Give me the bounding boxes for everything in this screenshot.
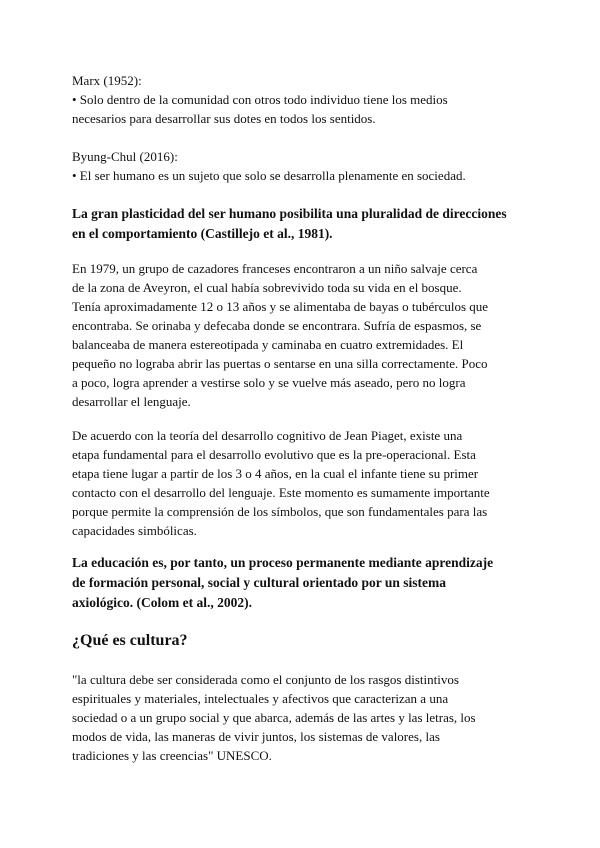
aveyron-line: a poco, logra aprender a vestirse solo y se vuelve más aseado, pero no logra xyxy=(72,375,466,390)
marx-quote xyxy=(72,71,532,128)
unesco-line: espirituales y materiales, intelectuales y afectivos que caracterizan a una xyxy=(72,691,449,706)
piaget-line: capacidades simbólicas. xyxy=(72,523,197,538)
piaget-line: porque permite la comprensión de los símbolos, que son fundamentales para las xyxy=(72,504,488,519)
education-statement xyxy=(72,553,532,613)
plasticity-statement xyxy=(72,204,532,244)
education-line: de formación personal, social y cultural orientado por un sistema xyxy=(72,575,446,590)
piaget-line: etapa tiene lugar a partir de los 3 o 4 años, en la cual el infante tiene su primer xyxy=(72,466,479,481)
aveyron-line: balanceaba de manera estereotipada y caminaba en cuatro extremidades. El xyxy=(72,337,464,352)
byung-quote xyxy=(72,147,532,185)
piaget-line: etapa fundamental para el desarrollo evolutivo que es la pre-operacional. Esta xyxy=(72,447,476,462)
unesco-line: sociedad o a un grupo social y que abarca, además de las artes y las letras, los xyxy=(72,710,476,725)
aveyron-paragraph xyxy=(72,259,532,411)
marx-bullet-line: necesarios para desarrollar sus dotes en todos los sentidos. xyxy=(72,111,376,126)
aveyron-line: desarrollar el lenguaje. xyxy=(72,394,191,409)
unesco-line: modos de vida, las maneras de vivir juntos, los sistemas de valores, las xyxy=(72,729,440,744)
unesco-line: tradiciones y las creencias" UNESCO. xyxy=(72,748,272,763)
education-line: axiológico. (Colom et al., 2002). xyxy=(72,595,252,610)
piaget-paragraph xyxy=(72,426,532,540)
plasticity-line: La gran plasticidad del ser humano posibilita una pluralidad de direcciones xyxy=(72,206,507,221)
marx-bullet-line: • Solo dentro de la comunidad con otros todo individuo tiene los medios xyxy=(72,92,448,107)
aveyron-line: Tenía aproximadamente 12 o 13 años y se alimentaba de bayas o tubérculos que xyxy=(72,299,489,314)
aveyron-line: de la zona de Aveyron, el cual había sobrevivido toda su vida en el bosque. xyxy=(72,280,462,295)
piaget-line: contacto con el desarrollo del lenguaje. Este momento es sumamente importante xyxy=(72,485,490,500)
aveyron-line: encontraba. Se orinaba y defecaba donde se encontrara. Sufría de espasmos, se xyxy=(72,318,482,333)
plasticity-line: en el comportamiento (Castillejo et al., 1981). xyxy=(72,226,333,241)
aveyron-line: pequeño no lograba abrir las puertas o sentarse en una silla correctamente. Poco xyxy=(72,356,488,371)
aveyron-line: En 1979, un grupo de cazadores franceses encontraron a un niño salvaje cerca xyxy=(72,261,478,276)
marx-author: Marx (1952): xyxy=(72,73,142,88)
unesco-line: "la cultura debe ser considerada como el conjunto de los rasgos distintivos xyxy=(72,672,459,687)
byung-bullet-line: • El ser humano es un sujeto que solo se desarrolla plenamente en sociedad. xyxy=(72,168,466,183)
byung-author: Byung-Chul (2016): xyxy=(72,149,178,164)
unesco-quote xyxy=(72,670,532,765)
piaget-line: De acuerdo con la teoría del desarrollo cognitivo de Jean Piaget, existe una xyxy=(72,428,463,443)
education-line: La educación es, por tanto, un proceso permanente mediante aprendizaje xyxy=(72,555,494,570)
culture-heading: ¿Qué es cultura? xyxy=(72,632,188,649)
